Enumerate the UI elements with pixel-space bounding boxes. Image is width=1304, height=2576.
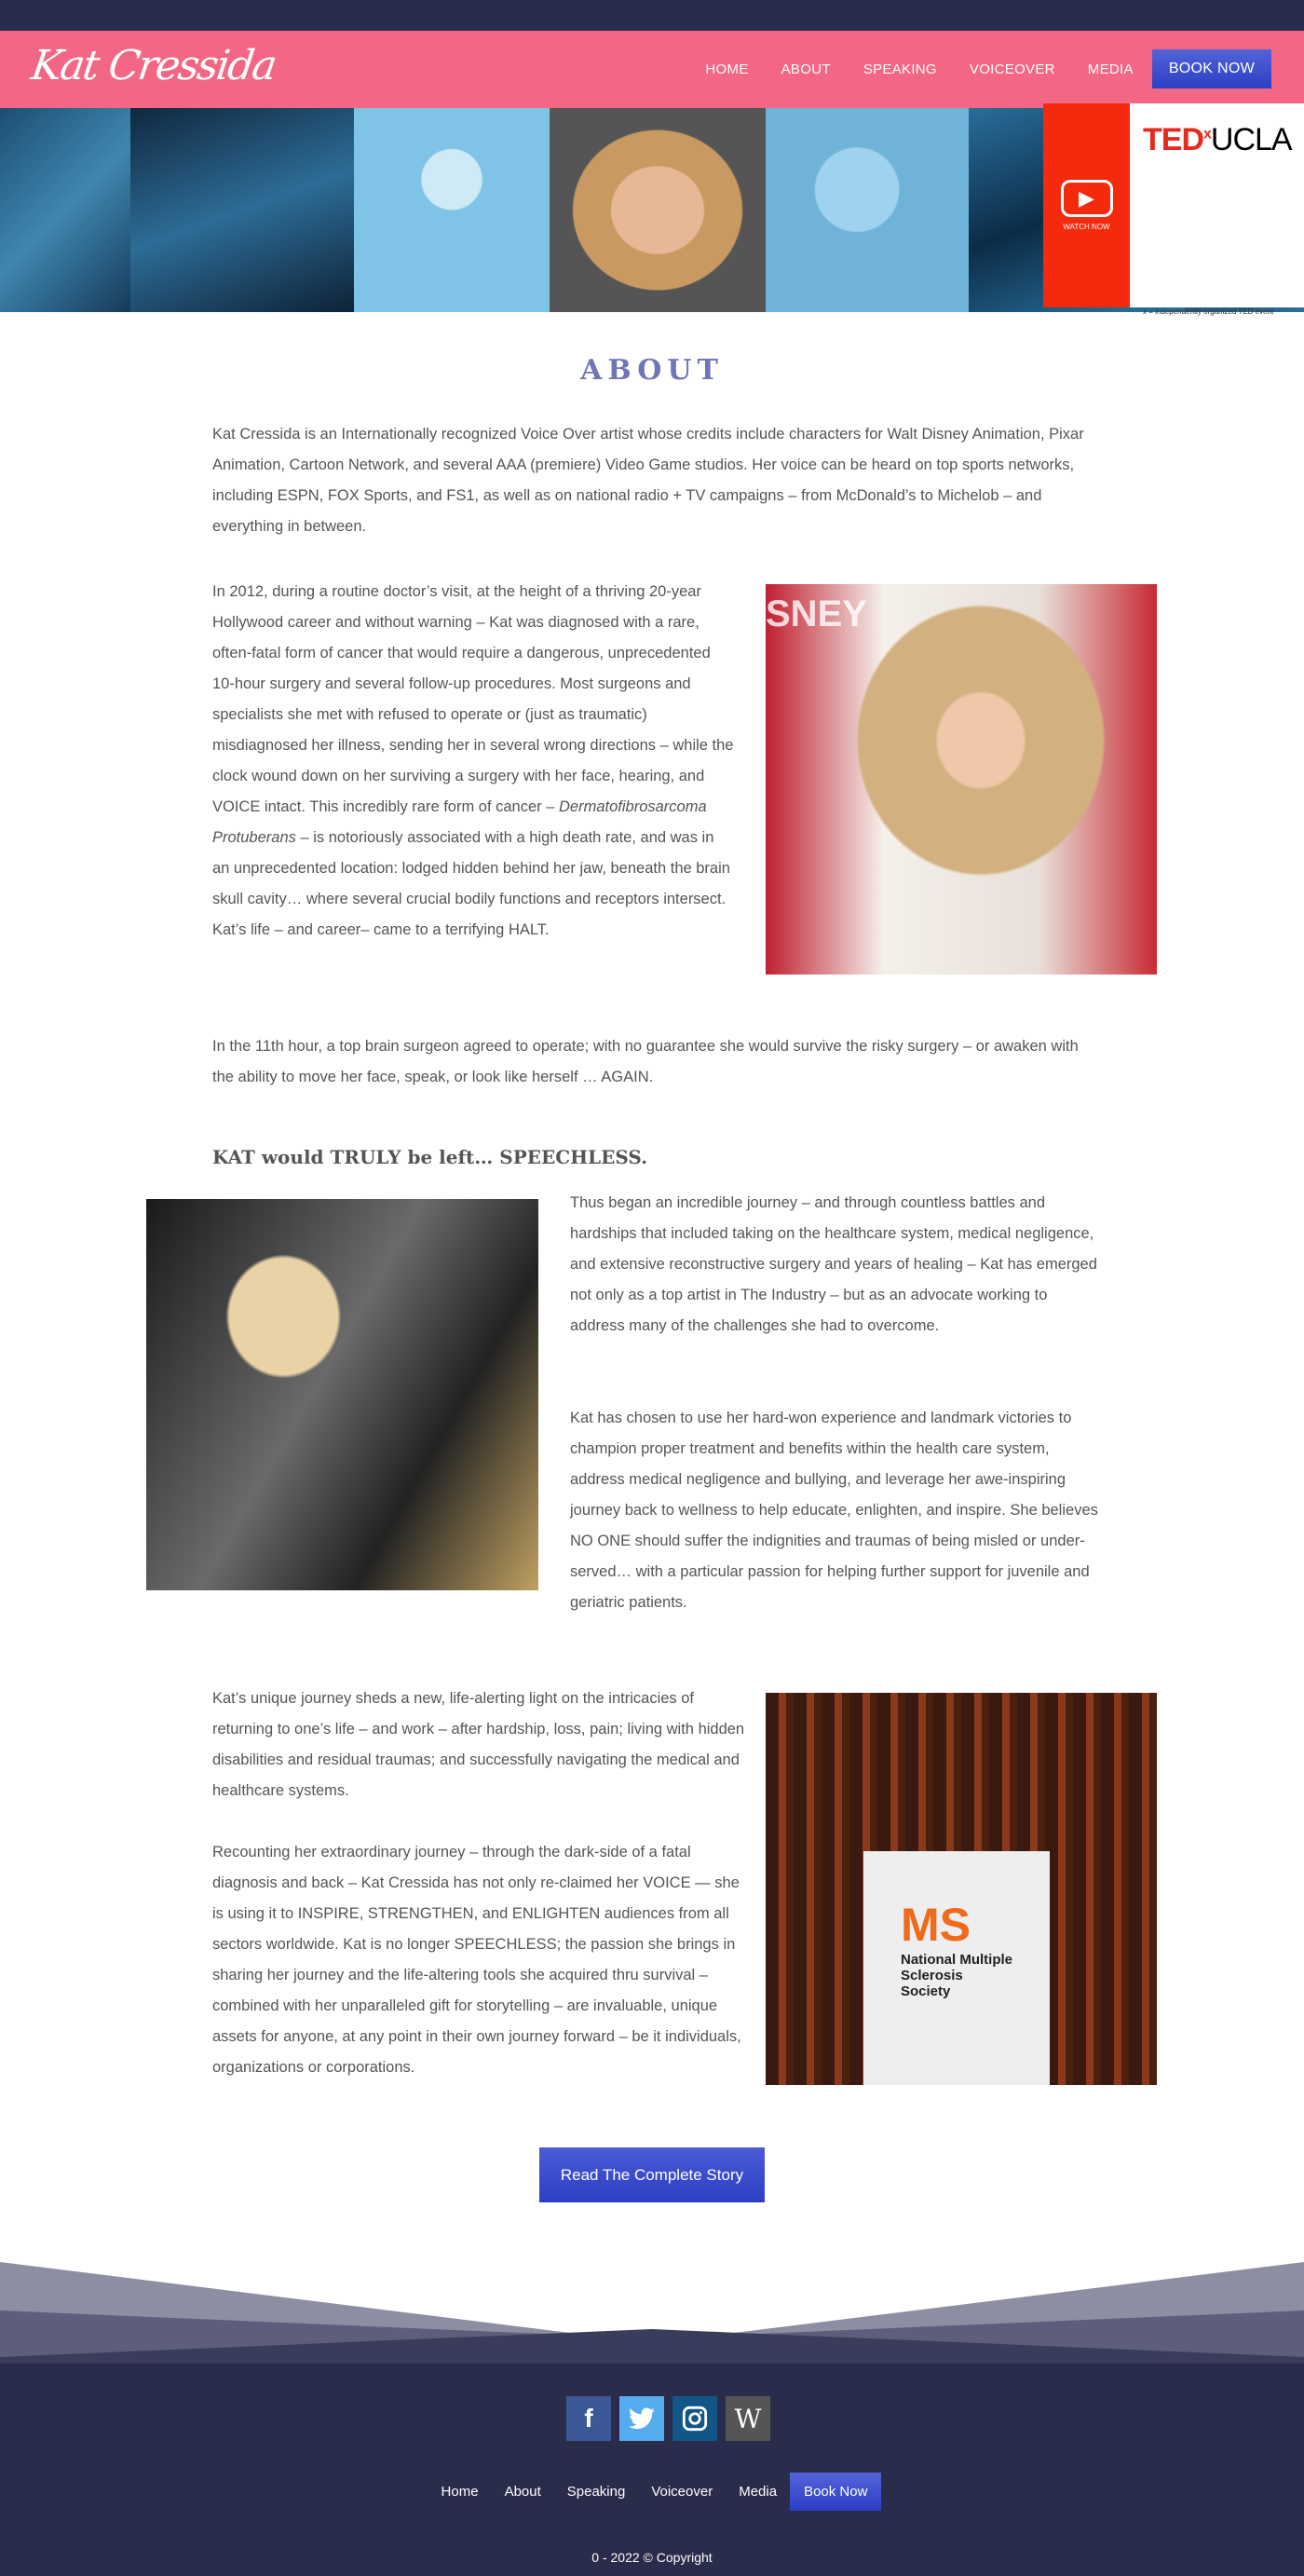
footer-nav-voiceover[interactable]: Voiceover [651,2484,713,2500]
disney-sign: SNEY [766,593,867,634]
watch-now-label: WATCH NOW [1063,223,1110,231]
footer [0,2364,1304,2576]
navbar [0,31,1304,108]
ucla-label: UCLA [1210,122,1292,157]
copyright: 0 - 2022 © Copyright [591,2550,713,2565]
podium-sign [863,1851,1050,2085]
main-menu [672,49,1271,89]
diagnosis-paragraph [212,577,734,946]
twitter-icon[interactable] [619,2396,664,2441]
surgery-paragraph: In the 11th hour, a top brain surgeon agreed to operate; with no guarantee she would survive the risky surgery – or awaken with the ability to move her face, speak, or look like herself … AGAIN. [212,1038,1079,1085]
footer-nav-home[interactable]: Home [441,2484,479,2500]
tedx-tagline: x = independently organized TED event [1143,307,1274,316]
tedx-x: x [1203,126,1211,143]
banner-photo [550,108,766,312]
unique-journey-paragraph: Kat’s unique journey sheds a new, life-alerting light on the intricacies of returning to one’s life – and work – after hardship, loss, pain; living with hidden disabilities and residual traumas; and successfully navigating the medical and healthcare systems. [212,1690,745,1799]
ms-logo: MS [901,1899,971,1951]
text: In 2012, during a routine doctor’s visit, at the height of a thriving 20-year Hollywood career and without warning – Kat was diagnosed with a rare, often-fatal form of cancer that would require a dangerous, unprecedented 10-hour surgery and several follow-up procedures. Most surgeons and specialists she met with refused to operate or (just as traumatic) misdiagnosed her illness, sending her in several wrong directions – while the clock wound down on her surviving a surgery with her face, hearing, and VOICE intact. This incredibly rare form of cancer – [212,583,734,815]
footer-nav [0,2473,1304,2511]
banner-panel [354,108,550,312]
footer-nav-media[interactable]: Media [739,2484,778,2500]
intro-paragraph: Kat Cressida is an Internationally recognized Voice Over artist whose credits include characters for Walt Disney Animation, Pixar Animation, Cartoon Network, and several AAA (premiere) Video Game studios. Her voice can be heard on top sports networks, including ESPN, FOX Sports, and FS1, as well as on national radio + TV campaigns – from McDonald’s to Michelob – and everything in between. [212,426,1084,535]
disney-interview-photo [766,584,1157,975]
cancer-name: Dermatofibrosarcoma Protuberans [212,798,707,846]
ms-society-speech-photo [766,1693,1157,2085]
nav-media[interactable]: MEDIA [1087,61,1134,77]
banner-panel [766,108,969,312]
nav-about[interactable]: ABOUT [781,61,831,77]
page-title: ABOUT [580,354,724,387]
footer-nav-about[interactable]: About [504,2484,541,2500]
recounting-paragraph: Recounting her extraordinary journey – through the dark-side of a fatal diagnosis and back – Kat Cressida has not only re-claimed her VOICE — she is using it to INSPIRE, STRENGTHEN, and ENLIGHTEN audiences from all sectors worldwide. Kat is no longer SPEECHLESS; the passion she brings in sharing her journey and the life-altering tools she acquired thru survival – combined with her unparalleled gift for storytelling – are invaluable, unique assets for anyone, at any point in their own journey forward – be it individuals, organizations or corporations. [212,1844,741,2076]
youtube-play-icon: ▶ WATCH NOW [1043,103,1130,307]
banner-panel [130,108,354,312]
journey-paragraph: Thus began an incredible journey – and through countless battles and hardships that included taking on the healthcare system, medical negligence, and extensive reconstructive surgery and years of healing – Kat has emerged not only as a top artist in The Industry – but as an advocate working to address many of the challenges she had to overcome. [570,1194,1097,1334]
nav-home[interactable]: HOME [705,61,749,77]
book-now-button[interactable]: BOOK NOW [1152,49,1271,89]
footer-book-now-button[interactable]: Book Now [790,2473,881,2511]
nav-speaking[interactable]: SPEAKING [863,61,937,77]
ted-label: TED [1143,122,1203,157]
ms-text: National Multiple Sclerosis Society [901,1952,1012,1999]
footer-nav-speaking[interactable]: Speaking [566,2484,626,2500]
instagram-icon[interactable] [672,2396,717,2441]
facebook-icon[interactable]: f [566,2396,611,2441]
banner-panel [0,108,130,312]
tedx-watch-badge[interactable] [1043,103,1304,316]
top-bar [0,0,1304,31]
nav-voiceover[interactable]: VOICEOVER [969,61,1055,77]
logo[interactable]: Kat Cressida [28,42,278,89]
recording-studio-photo [146,1199,538,1590]
footer-wave [0,2255,1304,2366]
hero-banner [0,108,1304,316]
advocacy-paragraph: Kat has chosen to use her hard-won experience and landmark victories to champion proper treatment and benefits within the health care system, address medical negligence and bullying, and leverage her awe-inspiring journey back to wellness to help educate, enlighten, and inspire. She believes NO ONE should suffer the indignities and traumas of being misled or under-served… with a particular passion for helping further support for juvenile and geriatric patients. [570,1410,1098,1611]
wikipedia-icon[interactable]: W [726,2396,770,2441]
speechless-heading: KAT would TRULY be left… SPEECHLESS. [212,1146,648,1168]
read-story-button[interactable]: Read The Complete Story [539,2147,765,2202]
social-links [566,2396,770,2441]
text: – is notoriously associated with a high death rate, and was in an unprecedented location: lodged hidden behind her jaw, beneath the brain skull cavity… where several crucial bodily functions and receptors intersect. Kat’s life – and career– came to a terrifying HALT. [212,829,730,938]
